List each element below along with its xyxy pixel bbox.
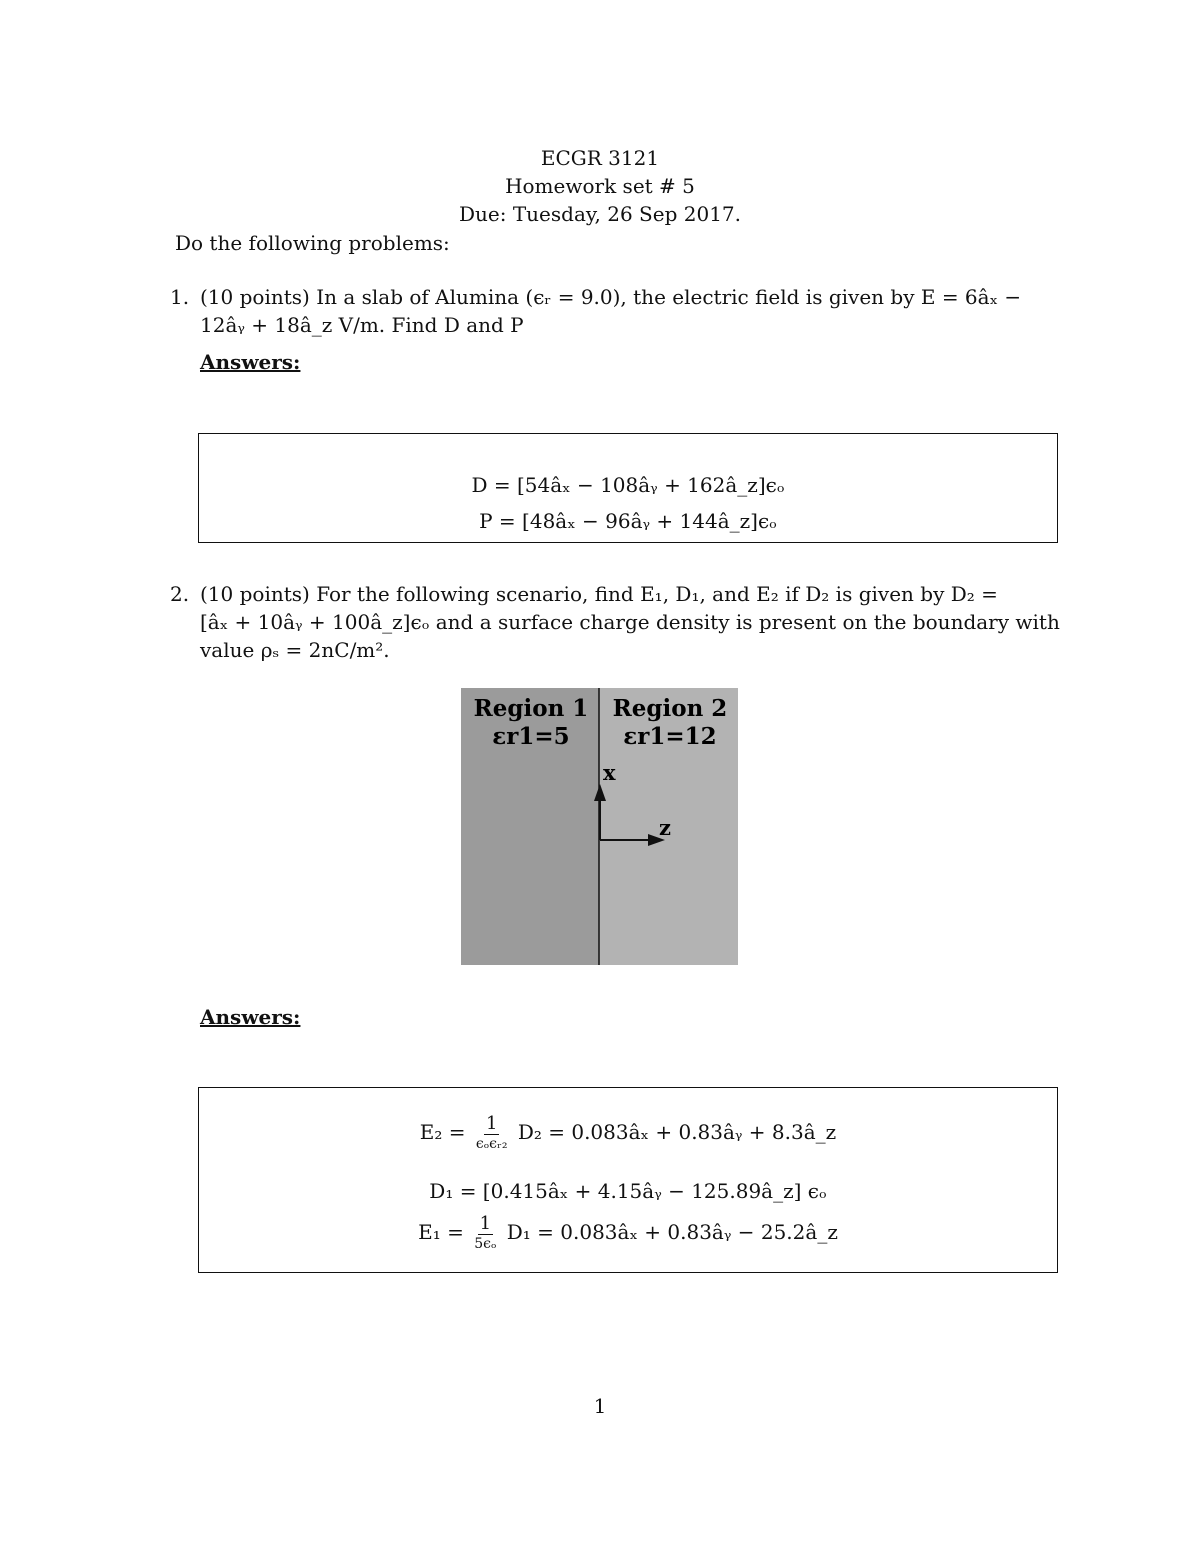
course-title: ECGR 3121 [540, 146, 660, 170]
answer-e1 [199, 1214, 1057, 1253]
region2-permittivity: εr1=12 [623, 723, 717, 750]
answer-e1-rhs: D₁ = 0.083âₓ + 0.83âᵧ − 25.2â_z [506, 1220, 838, 1244]
region1-permittivity: εr1=5 [492, 723, 570, 750]
answer-e2-rhs: D₂ = 0.083âₓ + 0.83âᵧ + 8.3â_z [517, 1120, 837, 1144]
answer-d: D = [54âₓ − 108âᵧ + 162â_z]ϵₒ [471, 473, 785, 497]
problem1-answer-box [198, 433, 1058, 543]
answer-e1-numerator: 1 [479, 1213, 492, 1234]
answer-p: P = [48âₓ − 96âᵧ + 144â_z]ϵₒ [479, 509, 777, 533]
intro-text: Do the following problems: [175, 231, 450, 255]
region1-title: Region 1 [473, 695, 589, 722]
answer-d1: D₁ = [0.415âₓ + 4.15âᵧ − 125.89â_z] ϵₒ [429, 1179, 827, 1203]
homework-set: Homework set # 5 [505, 174, 695, 198]
problem1-line2: 12âᵧ + 18â_z V/m. Find D and P [200, 313, 524, 337]
page-number: 1 [593, 1394, 607, 1418]
problem1-number: 1. [170, 285, 190, 309]
answer-e2-fraction [474, 1114, 510, 1153]
answer-e1-lhs: E₁ = [418, 1220, 464, 1244]
problem1-answers-label: Answers: [200, 350, 301, 374]
problem1-line1: (10 points) In a slab of Alumina (ϵᵣ = 9.0), the electric field is given by E = 6âₓ − [200, 285, 1022, 309]
region2-title: Region 2 [612, 695, 728, 722]
answer-e2 [199, 1114, 1057, 1153]
problem2-line2: [âₓ + 10âᵧ + 100â_z]ϵₒ and a surface charge density is present on the boundary with [200, 610, 1060, 634]
due-date: Due: Tuesday, 26 Sep 2017. [458, 202, 741, 226]
problem2-answers-label: Answers: [200, 1005, 301, 1029]
problem2-number: 2. [170, 582, 190, 606]
z-axis-label: z [659, 815, 671, 840]
answer-e1-fraction [472, 1214, 498, 1253]
problem2-answer-box [198, 1087, 1058, 1273]
boundary-figure [461, 688, 738, 965]
problem2-line3: value ρₛ = 2nC/m². [200, 638, 390, 662]
answer-e2-denominator: ϵₒϵᵣ₂ [475, 1136, 508, 1152]
answer-e2-numerator: 1 [485, 1113, 498, 1134]
answer-e2-lhs: E₂ = [419, 1120, 466, 1144]
answer-e1-denominator: 5ϵₒ [474, 1236, 497, 1252]
problem2-line1: (10 points) For the following scenario, find E₁, D₁, and E₂ if D₂ is given by D₂ = [200, 582, 998, 606]
x-axis-label: x [603, 760, 616, 785]
